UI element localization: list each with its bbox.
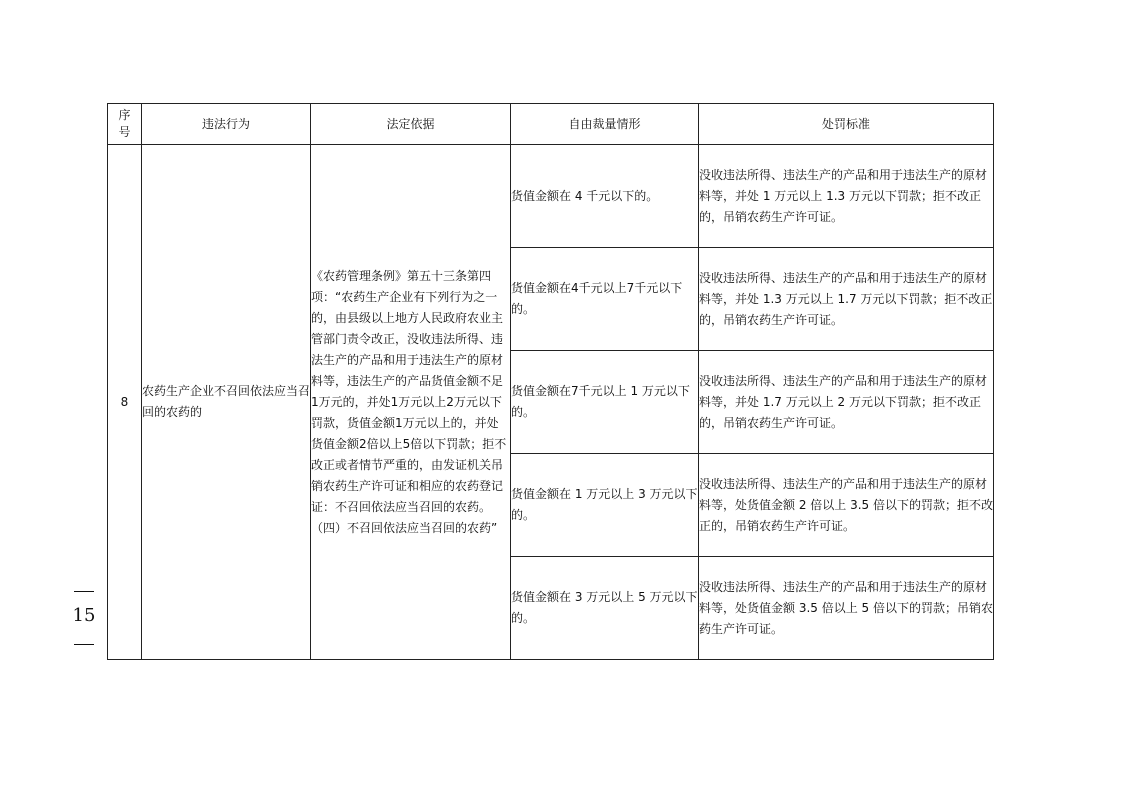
- header-row: [108, 104, 994, 145]
- page-number-block: [70, 591, 98, 645]
- case-discretion: 货值金额在 4 千元以下的。: [511, 145, 699, 248]
- case-discretion: 货值金额在4千元以上7千元以下的。: [511, 248, 699, 351]
- header-seq-line2: 号: [118, 125, 131, 139]
- table-row: [108, 145, 994, 248]
- header-seq-line1: 序: [118, 108, 131, 122]
- case-standard: 没收违法所得、违法生产的产品和用于违法生产的原材料等，并处 1 万元以上 1.3 万元以下罚款；拒不改正的，吊销农药生产许可证。: [699, 145, 994, 248]
- case-discretion: 货值金额在 3 万元以上 5 万元以下的。: [511, 557, 699, 660]
- penalty-table: [107, 103, 994, 660]
- header-behavior: 违法行为: [142, 104, 311, 145]
- case-discretion: 货值金额在7千元以上 1 万元以下的。: [511, 351, 699, 454]
- row-seq: 8: [108, 145, 142, 660]
- case-standard: 没收违法所得、违法生产的产品和用于违法生产的原材料等，并处 1.3 万元以上 1.7 万元以下罚款；拒不改正的，吊销农药生产许可证。: [699, 248, 994, 351]
- case-standard: 没收违法所得、违法生产的产品和用于违法生产的原材料等，并处 1.7 万元以上 2 万元以下罚款；拒不改正的，吊销农药生产许可证。: [699, 351, 994, 454]
- header-standard: 处罚标准: [699, 104, 994, 145]
- page-number-dash-bottom: [74, 644, 94, 645]
- case-discretion: 货值金额在 1 万元以上 3 万元以下的。: [511, 454, 699, 557]
- page-number: 15: [72, 605, 96, 626]
- header-seq: [108, 104, 142, 145]
- case-standard: 没收违法所得、违法生产的产品和用于违法生产的原材料等，处货值金额 3.5 倍以上 5 倍以下的罚款；吊销农药生产许可证。: [699, 557, 994, 660]
- header-discretion: 自由裁量情形: [511, 104, 699, 145]
- page-number-dash-top: [74, 591, 94, 592]
- row-behavior: 农药生产企业不召回依法应当召回的农药的: [142, 145, 311, 660]
- case-standard: 没收违法所得、违法生产的产品和用于违法生产的原材料等，处货值金额 2 倍以上 3.5 倍以下的罚款；拒不改正的，吊销农药生产许可证。: [699, 454, 994, 557]
- row-basis: 《农药管理条例》第五十三条第四项：“农药生产企业有下列行为之一的，由县级以上地方人民政府农业主管部门责令改正，没收违法所得、违法生产的产品和用于违法生产的原材料等，违法生产的产品货值金额不足1万元的，并处1万元以上2万元以下罚款，货值金额1万元以上的，并处货值金额2倍以上5倍以下罚款；拒不改正或者情节严重的，由发证机关吊销农药生产许可证和相应的农药登记证：不召回依法应当召回的农药。（四）不召回依法应当召回的农药”: [311, 145, 511, 660]
- header-basis: 法定依据: [311, 104, 511, 145]
